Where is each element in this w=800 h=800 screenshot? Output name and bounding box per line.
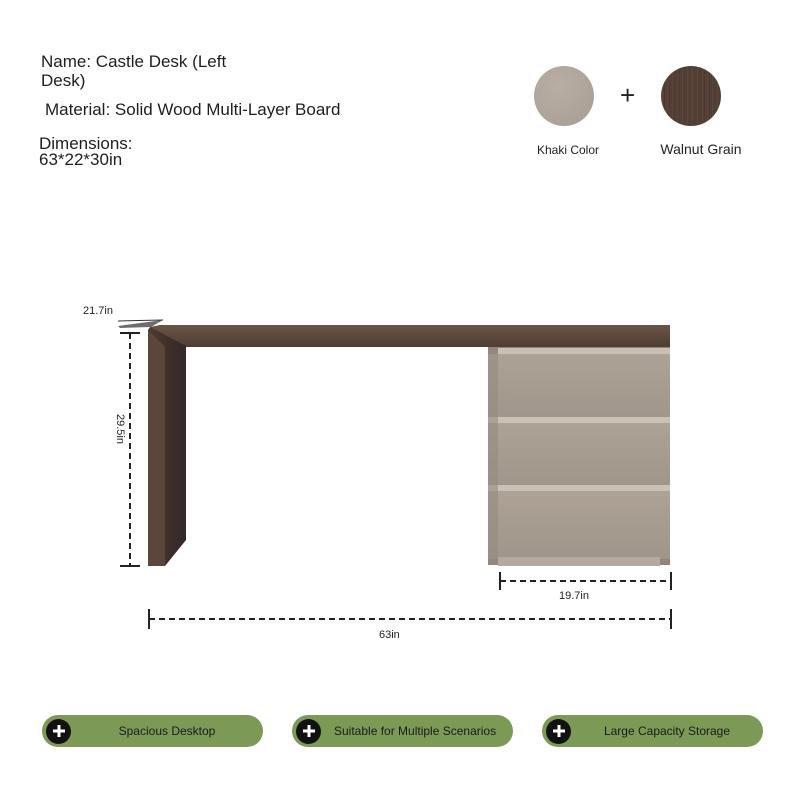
walnut-grain-label: Walnut Grain: [660, 141, 742, 157]
feature-label: Suitable for Multiple Scenarios: [334, 723, 497, 738]
feature-label: Spacious Desktop: [118, 723, 216, 738]
product-name: Name: Castle Desk (Left Desk): [41, 52, 227, 90]
plus-icon: +: [620, 80, 636, 110]
drawer-cabinet: [488, 347, 670, 566]
feature-pill-multiple-scenarios: [292, 715, 513, 747]
plus-circle-icon: [546, 719, 571, 744]
height-dimension-line: [120, 333, 140, 566]
khaki-color-label: Khaki Color: [536, 143, 600, 157]
plus-circle-icon: [296, 719, 321, 744]
feature-pill-spacious-desktop: [42, 715, 263, 747]
feature-label: Large Capacity Storage: [603, 723, 731, 738]
product-material: Material: Solid Wood Multi-Layer Board: [45, 100, 341, 119]
cabinet-width-dimension-line: [500, 572, 671, 590]
dimensions-label: Dimensions:: [39, 134, 133, 153]
plus-circle-icon: [46, 719, 71, 744]
height-measurement: 29.5in: [114, 414, 126, 444]
cabinet-width-measurement: 19.7in: [559, 590, 589, 602]
feature-pill-large-storage: [542, 715, 763, 747]
depth-measurement: 21.7in: [83, 305, 113, 317]
desk-top: [150, 325, 670, 347]
total-width-measurement: 63in: [379, 629, 400, 641]
dimensions-value: 63*22*30in: [39, 150, 123, 169]
total-width-dimension-line: [149, 609, 671, 629]
